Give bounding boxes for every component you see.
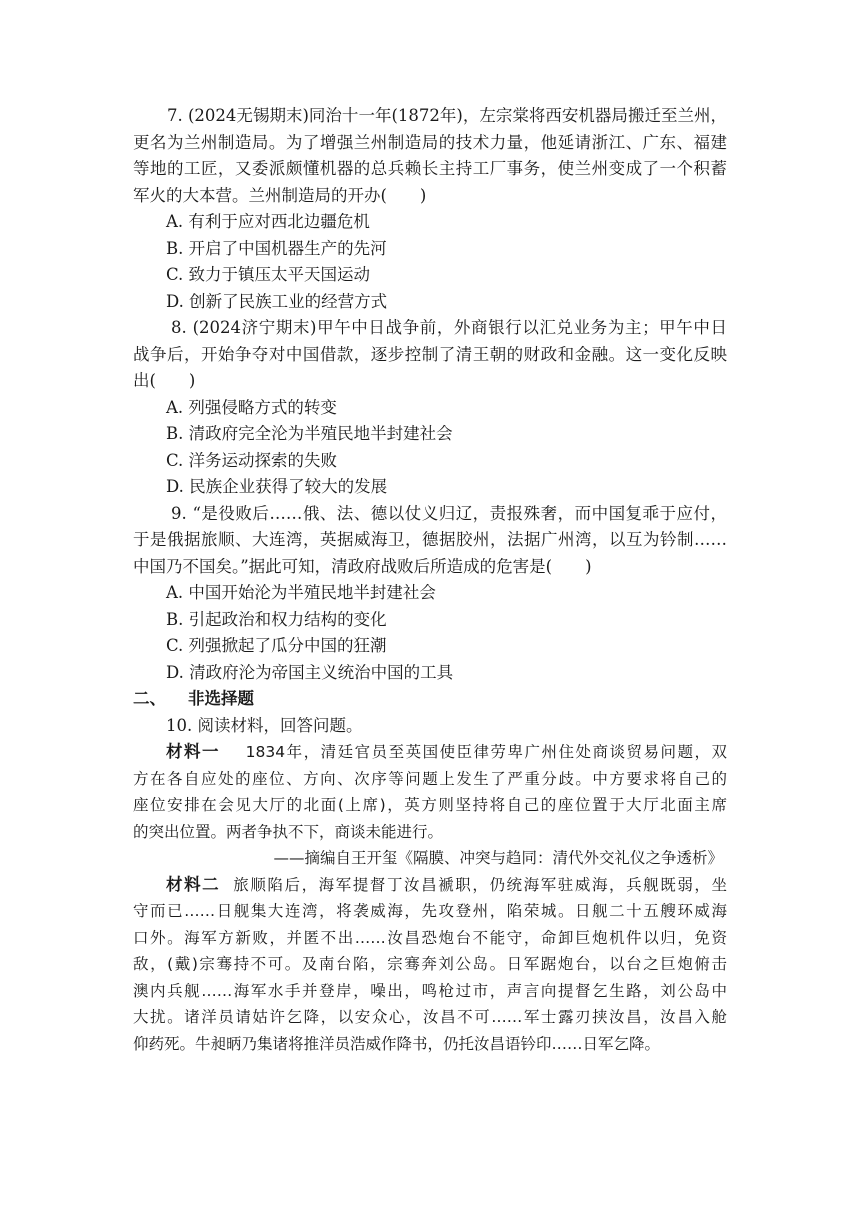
question-10 <box>133 713 727 1058</box>
question-7 <box>133 103 727 315</box>
material-line: 敌，(戴)宗骞持不可。及南台陷，宗骞奔刘公岛。日军踞炮台，以台之巨炮俯击 <box>133 955 727 973</box>
option-b: B. 引起政治和权力结构的变化 <box>166 609 387 629</box>
option-c: C. 致力于镇压太平天国运动 <box>166 265 371 284</box>
option-a: A. 列强侵略方式的转变 <box>166 397 337 417</box>
material-line: 大扰。诸洋员请姑许乞降，以安众心，汝昌不可……军士露刃挟汝昌，汝昌入舱 <box>133 1008 727 1026</box>
option-a: A. 中国开始沦为半殖民地半封建社会 <box>166 583 436 602</box>
material-source: ——摘编自王开玺《隔膜、冲突与趋同：清代外交礼仪之争透析》 <box>273 849 723 867</box>
question-text-line: 等地的工匠，又委派颇懂机器的总兵赖长主持工厂事务，使兰州变成了一个积蓄 <box>133 159 727 178</box>
question-text-line: 中国乃不国矣。”据此可知，清政府战败后所造成的危害是( ) <box>133 556 592 576</box>
material-line: 的突出位置。两者争执不下，商谈未能进行。 <box>133 822 444 841</box>
question-text-line: 9. “是役败后……俄、法、德以仗义归辽，责报殊奢，而中国复乖于应付， <box>171 503 727 523</box>
section-number: 二、 <box>133 689 166 708</box>
material-text: 1834年，清廷官员至英国使臣律劳卑广州住处商谈贸易问题，双 <box>245 743 727 761</box>
option-c: C. 洋务运动探索的失败 <box>166 450 338 470</box>
material-line: 座位安排在会见大厅的北面(上席)，英方则坚持将自己的座位置于大厅北面主席 <box>133 796 727 814</box>
option-d: D. 清政府沦为帝国主义统治中国的工具 <box>166 662 454 682</box>
option-c: C. 列强掀起了瓜分中国的狂潮 <box>166 636 387 655</box>
question-text-line: 8. (2024济宁期末)甲午中日战争前，外商银行以汇兑业务为主；甲午中日 <box>171 318 727 337</box>
option-a: A. 有利于应对西北边疆危机 <box>166 212 370 231</box>
question-intro: 10. 阅读材料，回答问题。 <box>166 715 363 735</box>
material-label: 材料一 <box>166 742 220 761</box>
section-title: 非选择题 <box>188 689 254 708</box>
material-line <box>133 739 727 766</box>
material-line: 仰药死。牛昶昞乃集诸将推洋员浩威作降书，仍托汝昌语钤印……日军乞降。 <box>133 1034 661 1053</box>
material-line: 口外。海军方新败，并匿不出……汝昌恐炮台不能守，命卸巨炮机件以归，免资 <box>133 928 727 947</box>
option-d: D. 创新了民族工业的经营方式 <box>166 291 388 311</box>
document-content <box>133 103 727 1057</box>
material-label: 材料二 <box>166 874 221 894</box>
option-d: D. 民族企业获得了较大的发展 <box>166 477 388 496</box>
material-line: 澳内兵舰……海军水手并登岸，噪出，鸣枪过市，声言向提督乞生路，刘公岛中 <box>133 981 727 1000</box>
question-text-line: 战争后，开始争夺对中国借款，逐步控制了清王朝的财政和金融。这一变化反映 <box>133 344 727 364</box>
question-text-line: 更名为兰州制造局。为了增强兰州制造局的技术力量，他延请浙江、广东、福建 <box>133 132 727 152</box>
material-2 <box>133 872 727 1058</box>
material-1 <box>133 739 727 872</box>
material-line <box>133 872 727 899</box>
material-line: 方在各自应处的座位、方向、次序等问题上发生了严重分歧。中方要求将自己的 <box>133 769 727 788</box>
section-heading <box>133 686 727 713</box>
question-8 <box>133 315 727 501</box>
question-9 <box>133 501 727 687</box>
option-b: B. 清政府完全沦为半殖民地半封建社会 <box>166 424 453 443</box>
material-text: 旅顺陷后，海军提督丁汝昌褫职，仍统海军驻威海，兵舰既弱，坐 <box>233 875 727 894</box>
question-text-line: 7. (2024无锡期末)同治十一年(1872年)，左宗棠将西安机器局搬迁至兰州， <box>167 106 727 125</box>
question-text-line: 出( ) <box>133 371 196 390</box>
material-line: 守而已……日舰集大连湾，将袭威海，先攻登州，陷荣城。日舰二十五艘环威海 <box>133 902 727 920</box>
question-text-line: 军火的大本营。兰州制造局的开办( ) <box>133 185 427 205</box>
question-text-line: 于是俄据旅顺、大连湾，英据威海卫，德据胶州，法据广州湾，以互为钤制…… <box>133 530 727 549</box>
option-b: B. 开启了中国机器生产的先河 <box>166 238 387 258</box>
